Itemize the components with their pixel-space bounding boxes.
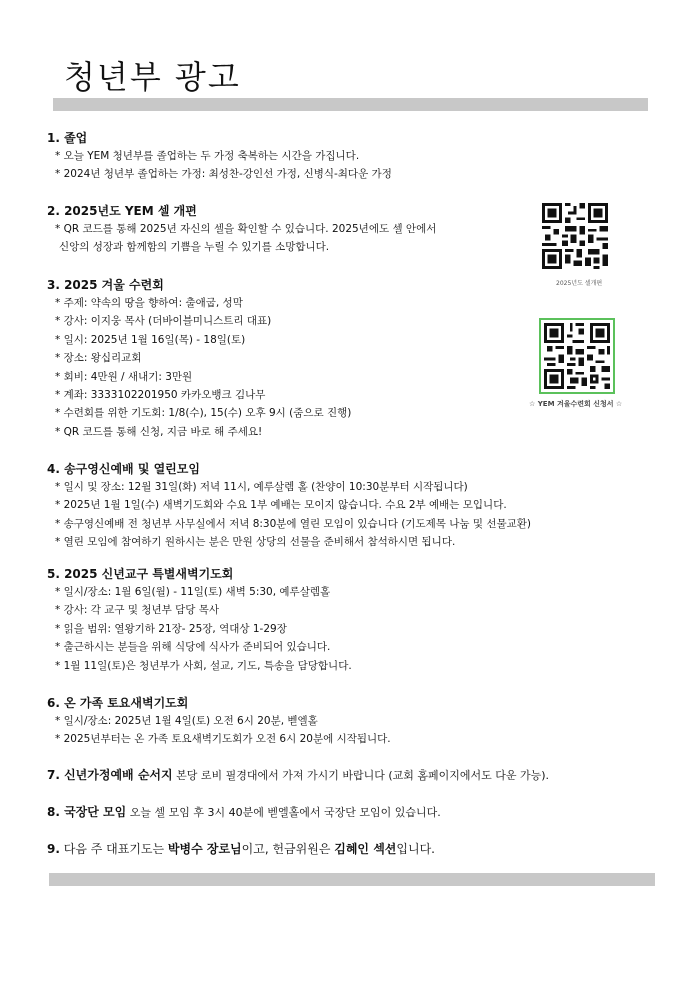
section-text: 본당 로비 필경대에서 가져 가시기 바랍니다 (교회 홈페이지에서도 다운 가능).: [172, 769, 550, 782]
section-saturday-prayer: [47, 694, 391, 749]
section-heading: 4. 송구영신예배 및 열린모임: [47, 462, 200, 476]
qr-caption-cell: 2025년도 셀개편: [556, 280, 603, 287]
section-number: 9.: [47, 842, 60, 856]
section-text: 이고, 헌금위원은: [241, 842, 335, 856]
list-item: * 일시/장소: 2025년 1월 4일(토) 오전 6시 20분, 벧엘홀: [55, 715, 318, 727]
list-item: * 회비: 4만원 / 새내기: 3만원: [55, 370, 193, 383]
list-item: * 2025년 1월 1일(수) 새벽기도회와 수요 1부 예배는 모이지 않습니다. 수요 2부 예배는 모입니다.: [55, 499, 507, 512]
bottom-divider-bar: [49, 873, 655, 886]
section-heading: 2. 2025년도 YEM 셀 개편: [47, 204, 197, 218]
section-heading: 7. 신년가정예배 순서지: [47, 768, 173, 782]
section-heading: 3. 2025 겨울 수련회: [47, 278, 164, 292]
prayer-leader-name: 박병수 장로님: [167, 842, 242, 856]
section-winter-retreat: [47, 276, 351, 441]
list-item: * 송구영신예배 전 청년부 사무실에서 저녁 8:30분에 열린 모임이 있습니다 (기도제목 나눔 및 선물교환): [55, 517, 531, 530]
list-item: * 일시: 2025년 1월 16일(목) - 18일(토): [55, 333, 246, 346]
section-leaders-meeting: [47, 803, 441, 822]
list-item: * 강사: 이지웅 목사 (더바이블미니스트리 대표): [55, 315, 272, 328]
section-heading: 5. 2025 신년교구 특별새벽기도회: [47, 567, 234, 581]
section-prayer-offering: [47, 840, 435, 858]
list-item: * 장소: 왕십리교회: [55, 352, 142, 365]
section-heading: 6. 온 가족 토요새벽기도회: [47, 696, 189, 710]
section-family-worship: [47, 766, 549, 785]
list-item: * QR 코드를 통해 신청, 지금 바로 해 주세요!: [55, 425, 263, 438]
list-item: * 오늘 YEM 청년부를 졸업하는 두 가정 축복하는 시간을 가집니다.: [55, 150, 360, 162]
list-item: * 2025년부터는 온 가족 토요새벽기도회가 오전 6시 20분에 시작됩니다.: [55, 733, 391, 746]
section-text: 다음 주 대표기도는: [59, 842, 168, 856]
list-item: * 강사: 각 교구 및 청년부 담당 목사: [55, 604, 220, 617]
list-item: * 열린 모임에 참여하기 원하시는 분은 만원 상당의 선물을 준비해서 참석하시면 됩니다.: [55, 536, 456, 549]
list-item: * QR 코드를 통해 2025년 자신의 셀을 확인할 수 있습니다. 2025년에도 셀 안에서: [55, 223, 437, 235]
page-title: 청년부 광고: [64, 58, 241, 96]
list-item: * 읽을 범위: 열왕기하 21장- 25장, 역대상 1-29장: [55, 622, 287, 635]
qr-caption-retreat: ☆ YEM 겨울수련회 신청서 ☆: [529, 400, 623, 408]
qr-code-retreat-icon[interactable]: [539, 318, 615, 394]
list-item: * 1월 11일(토)은 청년부가 사회, 설교, 기도, 특송을 담당합니다.: [55, 659, 352, 672]
section-heading: 1. 졸업: [47, 131, 88, 145]
list-item: * 주제: 약속의 땅을 향하여: 출애굽, 성막: [55, 297, 243, 309]
section-text: 입니다.: [396, 842, 435, 856]
offering-member-name: 김혜인 섹션: [334, 842, 397, 856]
list-item: 신앙의 성장과 함께함의 기쁨을 누릴 수 있기를 소망합니다.: [59, 241, 330, 254]
section-graduation: [47, 129, 392, 184]
list-item: * 계좌: 3333102201950 카카오뱅크 김나무: [55, 389, 266, 402]
list-item: * 일시/장소: 1월 6일(월) - 11일(토) 새벽 5:30, 예루살렘홀: [55, 586, 331, 598]
list-item: * 2024년 청년부 졸업하는 가정: 최성찬-강인선 가정, 신병식-최다운 가정: [55, 168, 392, 181]
section-new-year-eve-service: [47, 460, 531, 552]
qr-code-cell-icon[interactable]: [539, 200, 611, 272]
list-item: * 일시 및 장소: 12월 31일(화) 저녁 11시, 예루살렘 홀 (찬양이 10:30분부터 시작됩니다): [55, 481, 468, 493]
section-text: 오늘 셀 모임 후 3시 40분에 벧엘홀에서 국장단 모임이 있습니다.: [126, 806, 441, 819]
list-item: * 수련회를 위한 기도회: 1/8(수), 15(수) 오후 9시 (줌으로 진행): [55, 407, 352, 420]
top-divider-bar: [53, 98, 648, 111]
section-dawn-prayer: [47, 565, 352, 675]
section-cell-reorg: [47, 202, 436, 257]
list-item: * 출근하시는 분들을 위해 식당에 식사가 준비되어 있습니다.: [55, 641, 331, 654]
section-heading: 8. 국장단 모임: [47, 805, 127, 819]
